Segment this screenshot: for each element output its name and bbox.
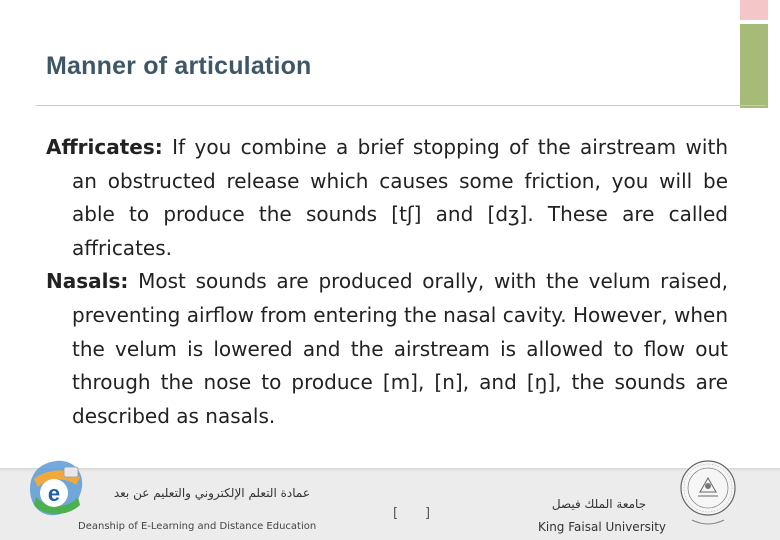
accent-bar-pink	[740, 0, 768, 20]
deanship-arabic: عمادة التعلم الإلكتروني والتعليم عن بعد	[113, 486, 310, 500]
slide-body	[46, 131, 728, 433]
e-learning-logo-icon	[26, 457, 86, 523]
deanship-english: Deanship of E-Learning and Distance Education	[78, 521, 317, 532]
term-affricates: Affricates:	[46, 135, 163, 159]
university-seal-icon	[678, 458, 738, 534]
term-nasals: Nasals:	[46, 269, 129, 294]
footer-shadow	[0, 468, 780, 472]
slide-title: Manner of articulation	[46, 52, 312, 80]
paragraph-nasals-text: Most sounds are produced orally, with the velum raised, preventing airflow from entering the nasal cavity. However, when the velum is lowered and the airstream is allowed to flow out through the nose to produce [m], [n], and [ŋ], the sounds are described as nasals.	[72, 269, 728, 428]
university-arabic: جامعة الملك فيصل	[551, 497, 647, 511]
page-bracket-open: [	[393, 506, 399, 521]
title-divider	[36, 105, 766, 106]
paragraph-nasals	[46, 265, 728, 433]
university-english: King Faisal University	[538, 520, 667, 534]
svg-text:e: e	[47, 481, 61, 506]
paragraph-affricates-text: If you combine a brief stopping of the airstream with an obstructed release which causes some friction, you will be able to produce the sounds [tʃ] and [dʒ]. These are called affricates.	[72, 135, 728, 260]
paragraph-affricates	[46, 131, 728, 265]
accent-bar-green	[740, 24, 768, 108]
page-bracket-close: ]	[425, 506, 431, 521]
